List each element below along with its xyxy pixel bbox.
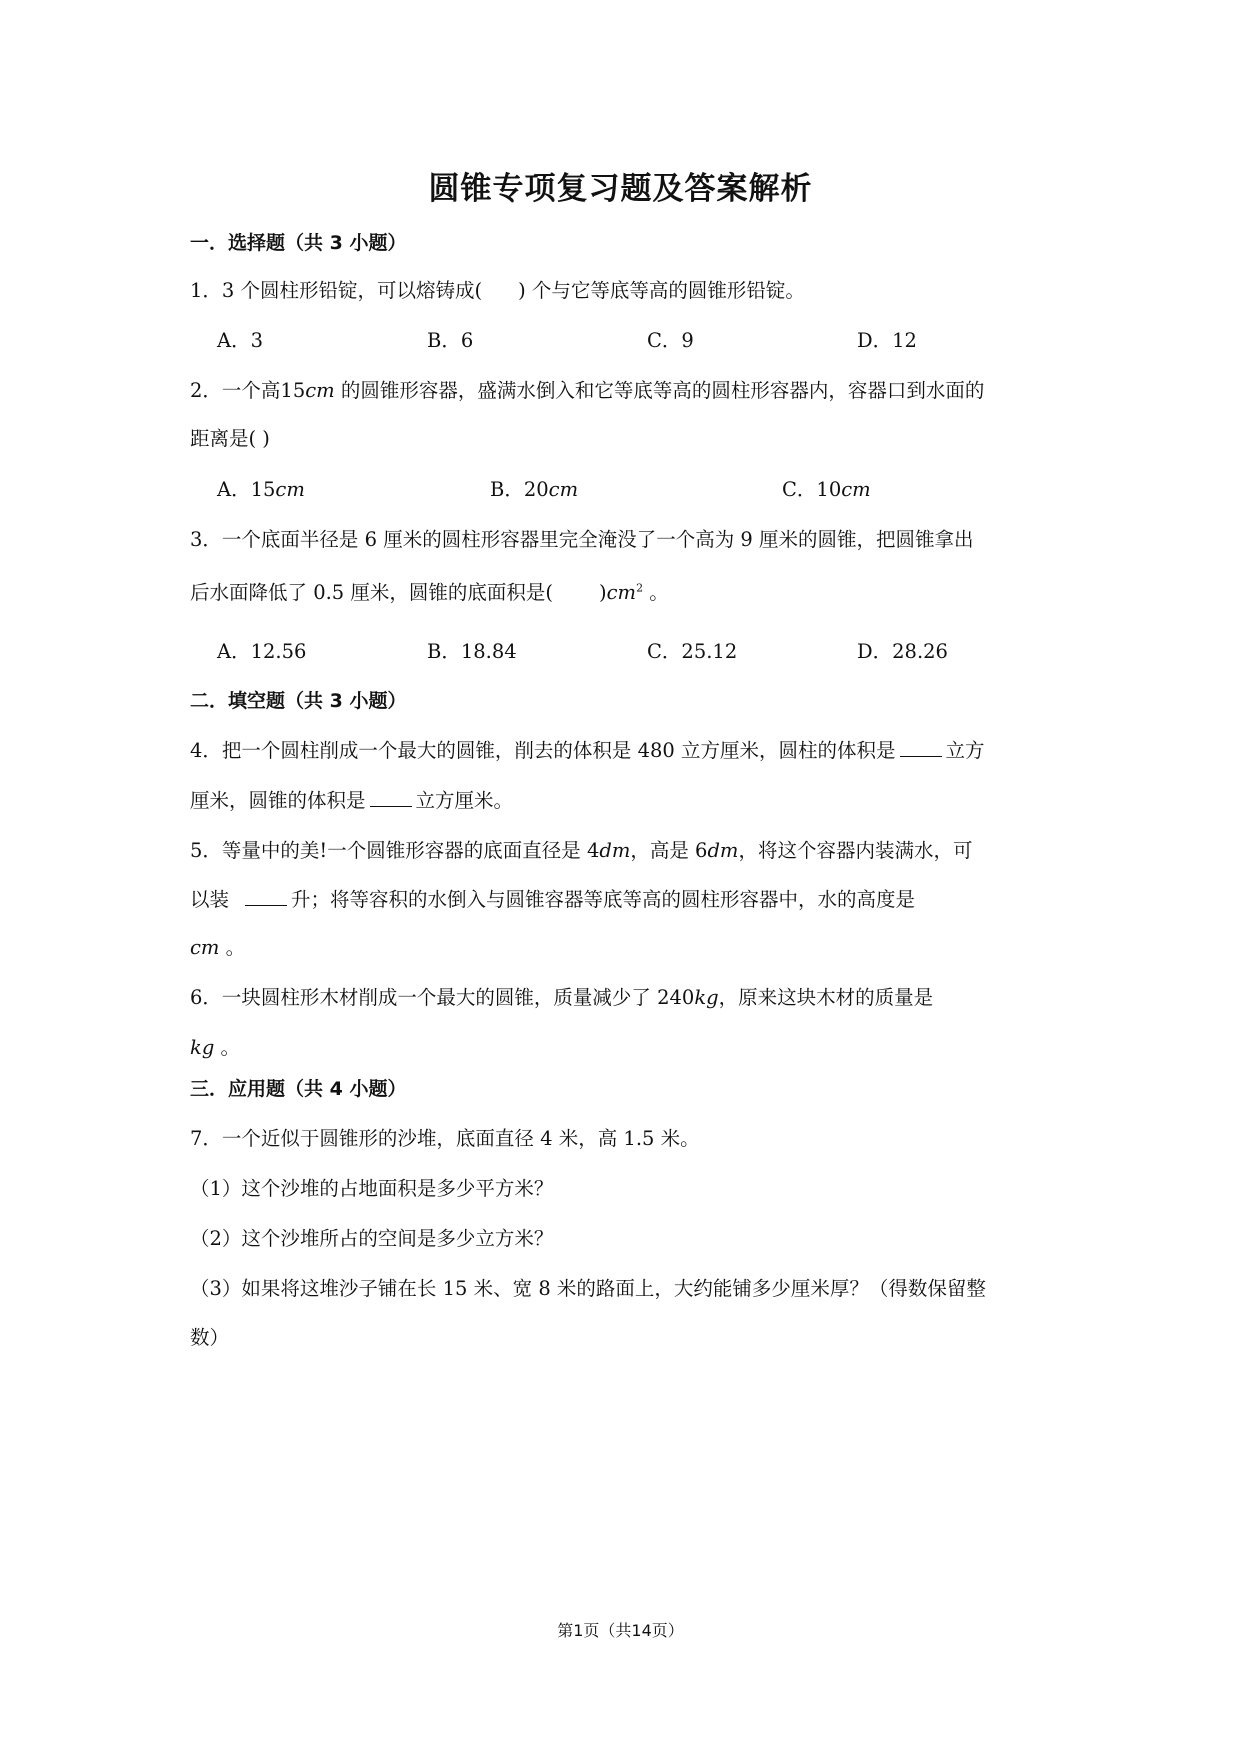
q1-text-b: ) 个与它等底等高的圆锥形铅锭。: [518, 279, 805, 302]
q1-option-d: D．12: [857, 329, 917, 352]
section-heading-choice: 一．选择题（共 3 小题）: [190, 232, 407, 254]
q1-option-a: A．3: [217, 329, 263, 352]
question-5: [190, 835, 972, 863]
q1-option-c: C．9: [647, 329, 694, 352]
q3-option-c: C．25.12: [647, 640, 738, 663]
q2-option-c-unit: cm: [841, 478, 871, 501]
q5-unit-1: dm: [599, 839, 631, 862]
q7-subquestion-3: （3）如果将这堆沙子铺在长 15 米、宽 8 米的路面上，大约能铺多少厘米厚？（得数保留整: [190, 1277, 986, 1300]
q5-blank-1[interactable]: [245, 885, 287, 906]
q3-unit-exponent: 2: [636, 581, 644, 595]
q2-text-a: 2．一个高15: [190, 379, 306, 402]
q2-option-c: [782, 474, 871, 502]
q4-line2-text: 厘米，圆锥的体积是: [190, 789, 366, 812]
q1-text-a: 1．3 个圆柱形铅锭，可以熔铸成(: [190, 279, 483, 302]
q7-subquestion-3-cont: 数）: [190, 1326, 230, 1349]
q4-blank-2[interactable]: [370, 786, 412, 807]
q5-line2-b: 升；将等容积的水倒入与圆锥容器等底等高的圆柱形容器中，水的高度是: [291, 888, 916, 911]
q5-line3-end: 。: [225, 936, 246, 959]
question-1: [190, 275, 805, 303]
q5-line3-unit: cm: [190, 936, 220, 959]
question-7: 7．一个近似于圆锥形的沙堆，底面直径 4 米，高 1.5 米。: [190, 1127, 700, 1150]
q3-line2-text: 后水面降低了 0.5 厘米，圆锥的底面积是(: [190, 581, 554, 604]
q5-line2-a: 以装: [190, 888, 230, 911]
q2-option-a: [217, 474, 305, 502]
question-4: [190, 735, 985, 763]
question-3: 3．一个底面半径是 6 厘米的圆柱形容器里完全淹没了一个高为 9 厘米的圆锥，把圆锥拿出: [190, 528, 974, 551]
q4-blank-1[interactable]: [900, 736, 942, 757]
q6-line-2: [190, 1032, 240, 1060]
q2-option-c-label: C．10: [782, 478, 842, 501]
question-2: [190, 375, 984, 403]
q5-line1-c: ，将这个容器内装满水，可: [738, 839, 973, 862]
q2-unit: cm: [305, 379, 335, 402]
q5-line-2: [190, 884, 915, 912]
q3-option-b: B．18.84: [427, 640, 517, 663]
q3-line-2: 后水面降低了 0.5 厘米，圆锥的底面积是( )$cm^2$ 。: [190, 581, 669, 604]
q6-line1-a: 6．一块圆柱形木材削成一个最大的圆锥，质量减少了 240: [190, 986, 695, 1009]
document-title: 圆锥专项复习题及答案解析: [428, 171, 813, 207]
q2-option-a-label: A．15: [217, 478, 276, 501]
q5-line-3: [190, 932, 245, 960]
q3-line2-end: 。: [649, 581, 669, 604]
section-heading-fill: 二．填空题（共 3 小题）: [190, 690, 407, 712]
q5-unit-2: dm: [707, 839, 739, 862]
q2-text-b: 的圆锥形容器，盛满水倒入和它等底等高的圆柱形容器内，容器口到水面的: [334, 379, 985, 402]
q6-unit: kg: [694, 986, 719, 1009]
q6-line2-unit: kg: [190, 1036, 215, 1059]
q5-line1-b: ，高是 6: [630, 839, 708, 862]
q2-option-b: [490, 474, 578, 502]
q4-line1-text: 4．把一个圆柱削成一个最大的圆锥，削去的体积是 480 立方厘米，圆柱的体积是: [190, 739, 896, 762]
q2-option-b-unit: cm: [548, 478, 579, 501]
q6-line2-end: 。: [220, 1036, 241, 1059]
q7-subquestion-2: （2）这个沙堆所占的空间是多少立方米？: [190, 1227, 554, 1250]
q1-option-b: B．6: [427, 329, 474, 352]
q2-option-a-unit: cm: [275, 478, 305, 501]
q7-subquestion-1: （1）这个沙堆的占地面积是多少平方米？: [190, 1177, 554, 1200]
q4-line2-end: 立方厘米。: [415, 789, 514, 812]
q5-line1-a: 5．等量中的美!一个圆锥形容器的底面直径是 4: [190, 839, 600, 862]
q2-line-2: 距离是( ): [190, 427, 270, 450]
q4-line1-end: 立方: [945, 739, 985, 762]
q3-line2-unit: cm: [606, 581, 637, 604]
q2-option-b-label: B．20: [490, 478, 549, 501]
question-6: [190, 982, 933, 1010]
q3-option-a: A．12.56: [217, 640, 307, 663]
q4-line-2: [190, 785, 513, 813]
page-footer: 第1页（共14页）: [557, 1621, 684, 1640]
q6-line1-b: ，原来这块木材的质量是: [718, 986, 934, 1009]
q3-option-d: D．28.26: [857, 640, 948, 663]
section-heading-application: 三．应用题（共 4 小题）: [190, 1078, 407, 1100]
